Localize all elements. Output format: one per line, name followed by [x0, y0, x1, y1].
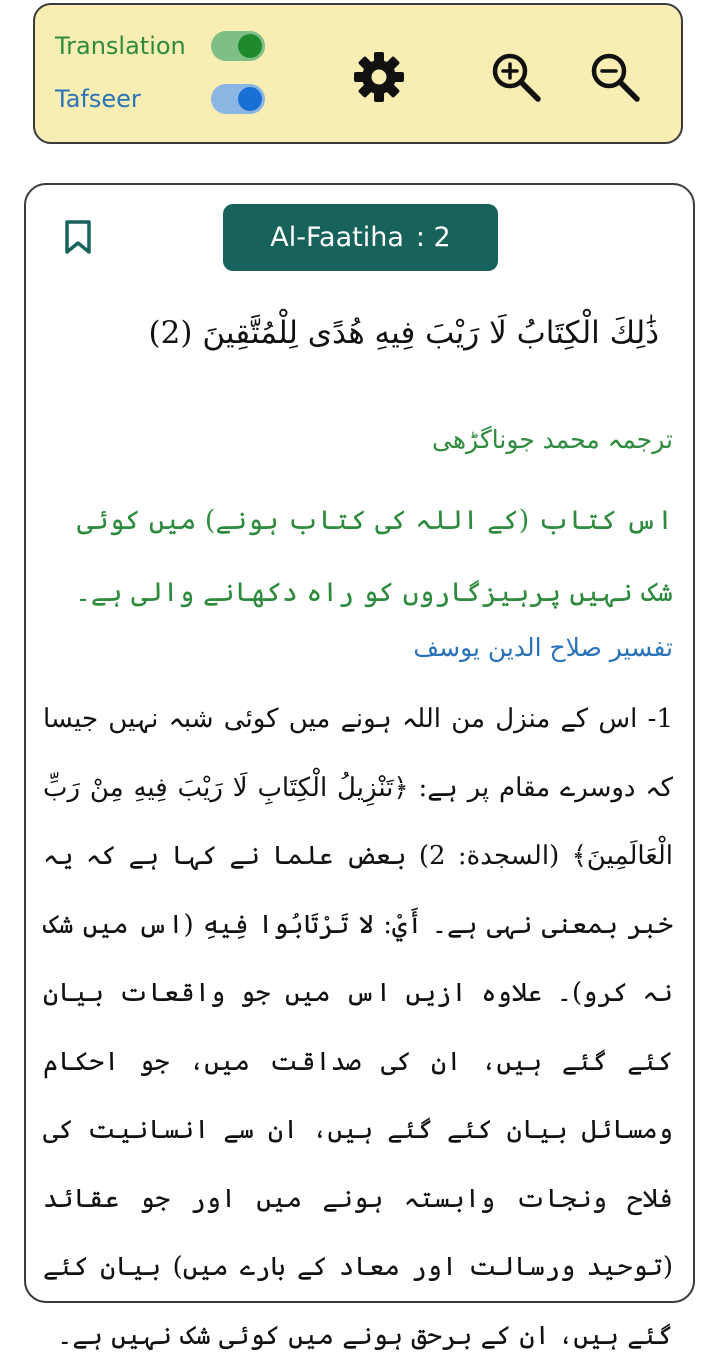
translation-text: اس کتاب (کے اللہ کی کتاب ہونے) میں کوئی شک نہیں پرہیزگاروں کو راه دکھانے والی ہے۔ — [75, 505, 673, 608]
ayah-number: : 2 — [415, 222, 451, 253]
translation-toggle-knob — [238, 34, 262, 58]
tafseer-toggle-row — [55, 84, 265, 114]
surah-name: Al-Faatiha — [270, 222, 404, 253]
translator-heading: ترجمہ محمد جوناگڑھی — [432, 425, 673, 454]
bookmark-icon — [62, 219, 94, 255]
tafseer-toggle[interactable] — [211, 84, 265, 114]
arabic-verse-text: ذَٰلِكَ الْكِتَابُ لَا رَيْبَ فِيهِ هُدًى لِلْمُتَّقِينَ (2) — [148, 315, 659, 351]
verse-reference-badge — [223, 204, 498, 271]
zoom-out-button[interactable] — [587, 49, 643, 105]
translation-toggle[interactable] — [211, 31, 265, 61]
gear-icon — [351, 49, 407, 105]
zoom-in-icon — [488, 49, 544, 105]
tafseer-toggle-knob — [238, 87, 262, 111]
tafseer-text: 1- اس کے منزل من اللہ ہونے میں کوئی شبہ نہیں جیسا کہ دوسرے مقام پر ہے: ﴿تَنْزِيلُ الْكِتَابِ لَا رَيْبَ فِيهِ مِنْ رَبِّ الْعَالَمِينَ﴾ (السجدة: 2) بعض علما نے کہا ہے کہ یہ خبر بمعنی نہی ہے۔ أَيْ: لا تَرْتَابُوا فِيهِ (اس میں شک نہ کرو)۔ علاوہ ازیں اس میں جو واقعات بیان کئے گئے ہیں، ان کی صداقت میں، جو احکام ومسائل بیان کئے گئے ہیں، ان سے انسانیت کی فلاح ونجات وابستہ ہونے میں اور جو عقائد (توحید ورسالت اور معاد کے بارے میں) بیان کئے گئے ہیں، ان کے برحق ہونے میں کوئی شک نہیں ہے۔ — [43, 704, 674, 1351]
control-panel — [33, 3, 683, 144]
settings-button[interactable] — [351, 49, 407, 105]
translation-toggle-row — [55, 31, 265, 61]
zoom-in-button[interactable] — [488, 49, 544, 105]
translation-toggle-label: Translation — [55, 32, 186, 60]
zoom-out-icon — [587, 49, 643, 105]
verse-card — [24, 183, 695, 1351]
tafseer-heading: تفسیر صلاح الدین یوسف — [413, 633, 673, 662]
tafseer-toggle-label: Tafseer — [55, 85, 141, 113]
bookmark-button[interactable] — [62, 219, 94, 255]
